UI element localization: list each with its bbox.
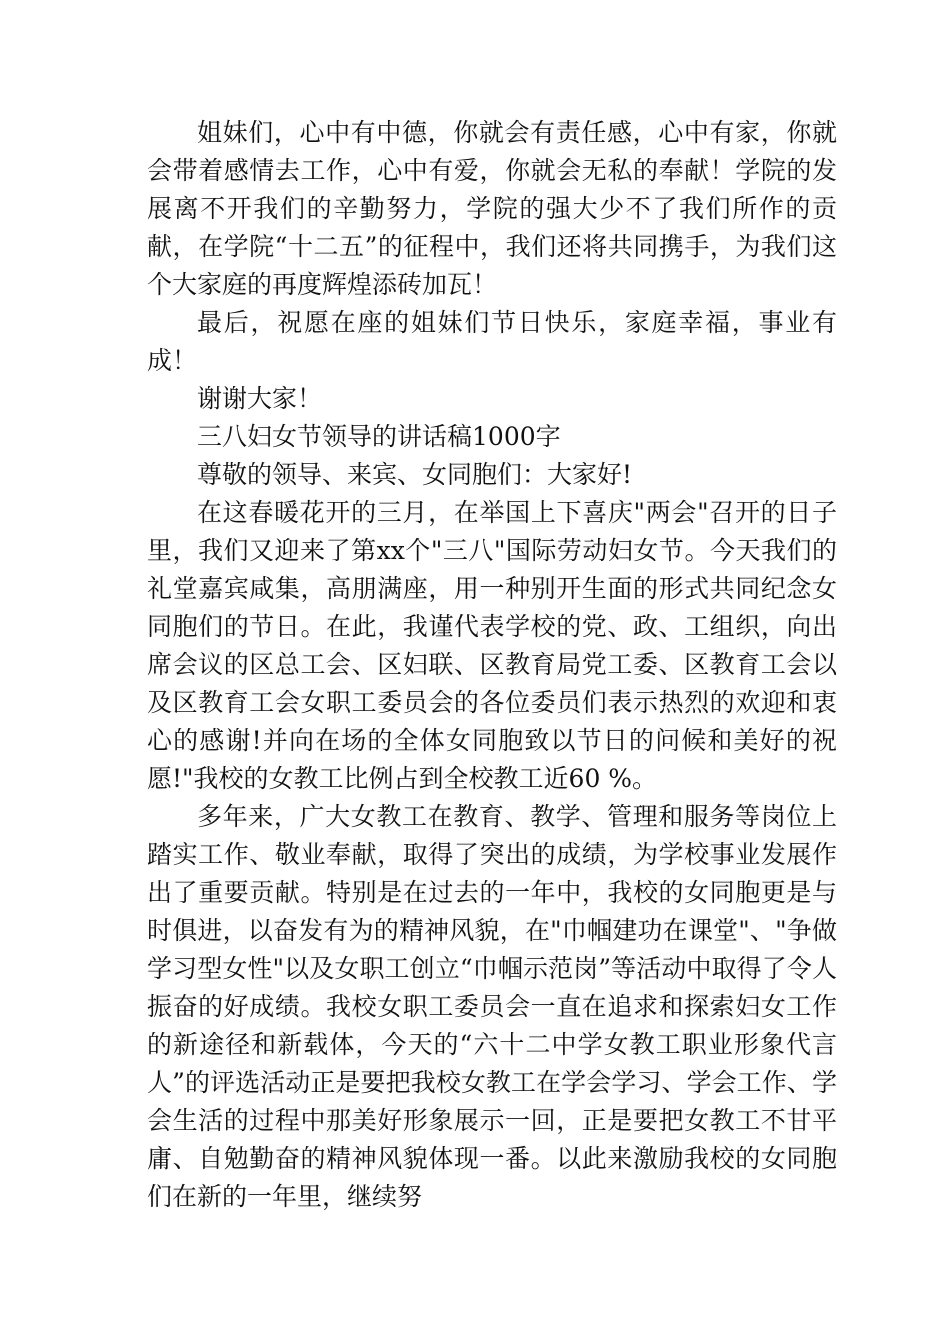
paragraph-achievements: 多年来，广大女教工在教育、教学、管理和服务等岗位上踏实工作、敬业奉献，取得了突出的成绩，为学校事业发展作出了重要贡献。特别是在过去的一年中，我校的女同胞更是与时俱进，以奋发有为的精神风貌，在"巾帼建功在课堂"、"争做学习型女性"以及女职工创立“巾帼示范岗”等活动中取得了令人振奋的好成绩。我校女职工委员会一直在追求和探索妇女工作的新途径和新载体，今天的“六十二中学女教工职业形象代言人”的评选活动正是要把我校女教工在学会学习、学会工作、学会生活的过程中那美好形象展示一回，正是要把女教工不甘平庸、自勉勤奋的精神风貌体现一番。以此来激励我校的女同胞们在新的一年里，继续努 [147,802,837,1211]
paragraph-sisters-closing: 姐妹们，心中有中德，你就会有责任感，心中有家，你就会带着感情去工作，心中有爱，你就会无私的奉献！学院的发展离不开我们的辛勤努力，学院的强大少不了我们所作的贡献，在学院“十二五”的征程中，我们还将共同携手，为我们这个大家庭的再度辉煌添砖加瓦！ [147,118,837,299]
section-title: 三八妇女节领导的讲话稿1000字 [197,422,561,451]
document-body [147,114,837,1216]
paragraph-salutation: 尊敬的领导、来宾、女同胞们：大家好! [197,460,633,489]
paragraph-final-wishes: 最后，祝愿在座的姐妹们节日快乐，家庭幸福，事业有成！ [147,308,837,375]
paragraph-thanks: 谢谢大家！ [197,384,323,413]
paragraph-opening: 在这春暖花开的三月，在举国上下喜庆"两会"召开的日子里，我们又迎来了第xx个"三八"国际劳动妇女节。今天我们的礼堂嘉宾咸集，高朋满座，用一种别开生面的形式共同纪念女同胞们的节日。在此，我谨代表学校的党、政、工组织，向出席会议的区总工会、区妇联、区教育局党工委、区教育工会以及区教育工会女职工委员会的各位委员们表示热烈的欢迎和衷心的感谢!并向在场的全体女同胞致以节日的问候和美好的祝愿!"我校的女教工比例占到全校教工近60 %。 [147,498,837,793]
